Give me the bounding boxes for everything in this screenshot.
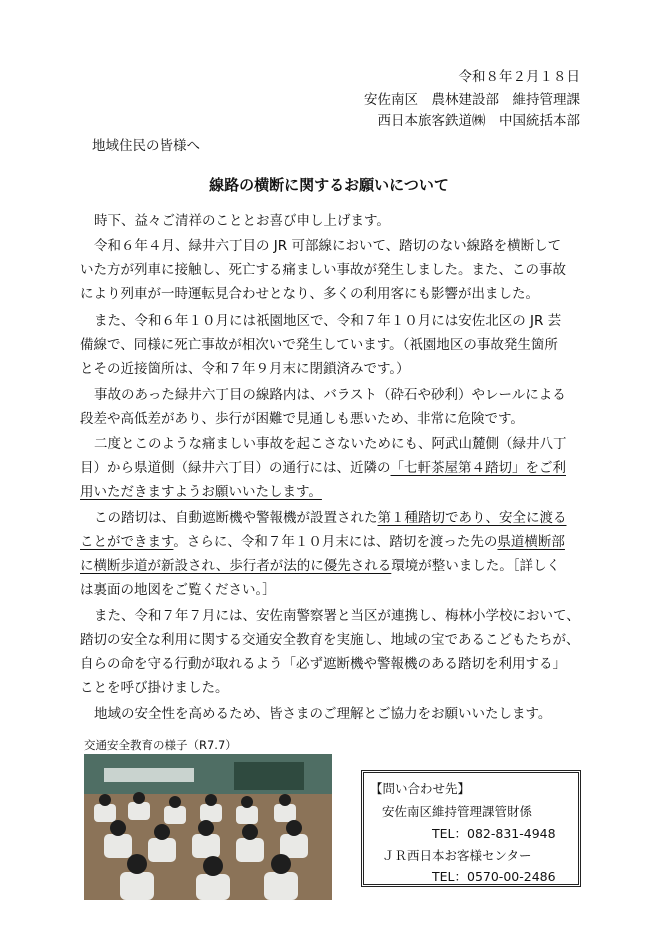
paragraph-line (80, 531, 565, 553)
paragraph-line: また、令和７年７月には、安佐南警察署と当区が連携し、梅林小学校において、 (94, 608, 580, 624)
contact-tel-jr: TEL：0570-00-2486 (432, 869, 556, 884)
class1-crossing-underlined: 第１種踏切であり、安全に渡る (377, 510, 567, 526)
contact-office-city: 安佐南区維持管理課管財係 (382, 804, 533, 819)
paragraph-line: いた方が列車に接触し、死亡する痛ましい事故が発生しました。また、この事故 (80, 262, 566, 278)
safe-crossing-underlined: ことができます (80, 534, 174, 550)
paragraph-line: 令和６年４月、緑井六丁目の JR 可部線において、踏切のない線路を横断して (94, 238, 562, 254)
paragraph-line: とその近接箇所は、令和７年９月末に閉鎖済みです。） (80, 361, 410, 377)
text-segment: 環境が整いました。［詳しく (391, 558, 561, 574)
contact-box (361, 770, 581, 887)
classroom-photo-illustration (84, 754, 332, 900)
paragraph-line (80, 481, 322, 503)
paragraph-line (80, 555, 560, 577)
contact-heading: 【問い合わせ先】 (370, 781, 471, 796)
paragraph-line: 二度とこのような痛ましい事故を起こさないためにも、阿武山麓側（緑井八丁 (94, 436, 567, 452)
paragraph-line: 自らの命を守る行動が取れるよう「必ず遮断機や警報機のある踏切を利用する」 (80, 656, 566, 672)
text-segment: 目）から県道側（緑井六丁目）の通行には、近隣の (80, 460, 391, 476)
text-segment: 。さらに、令和７年１０月末には、踏切を渡った先の (173, 534, 498, 550)
crosswalk-underlined: に横断歩道が新設され、歩行者が法的に優先される (80, 558, 392, 574)
paragraph-line: 時下、益々ご清祥のこととお喜び申し上げます。 (94, 213, 390, 229)
paragraph-line (80, 457, 566, 479)
paragraph-line (94, 507, 567, 529)
classroom-photo (84, 754, 332, 900)
paragraph-line: 踏切の安全な利用に関する交通安全教育を実施し、地域の宝であるこどもたちが、 (80, 632, 580, 648)
issue-date: 令和８年２月１８日 (458, 69, 580, 85)
document-title: 線路の横断に関するお願いについて (209, 176, 449, 194)
paragraph-line: により列車が一時運転見合わせとなり、多くの利用客にも影響が出ました。 (80, 286, 539, 302)
prefectural-road-underlined: 県道横断部 (497, 534, 565, 550)
paragraph-line: は裏面の地図をご覧ください。］ (80, 582, 276, 598)
paragraph-line: 備線で、同様に死亡事故が相次いで発生しています。（祇園地区の事故発生箇所 (80, 337, 558, 353)
contact-office-jr: ＪＲ西日本お客様センター (382, 848, 532, 863)
paragraph-line: 事故のあった緑井六丁目の線路内は、バラスト（砕石や砂利）やレールによる (94, 387, 566, 403)
addressee: 地域住民の皆様へ (92, 138, 200, 154)
issuer-jr: 西日本旅客鉄道㈱ 中国統括本部 (377, 113, 580, 129)
crossing-name-underlined: 「七軒茶屋第４踏切」をご利 (390, 460, 566, 476)
contact-tel-city: TEL：082-831-4948 (432, 826, 556, 841)
paragraph-line: ことを呼び掛けました。 (80, 680, 229, 696)
photo-caption: 交通安全教育の様子（R7.7） (84, 738, 237, 752)
paragraph-line: また、令和６年１０月には祇園地区で、令和７年１０月には安佐北区の JR 芸 (94, 313, 562, 329)
paragraph-line: 地域の安全性を高めるため、皆さまのご理解とご協力をお願いいたします。 (94, 706, 552, 722)
paragraph-line: 段差や高低差があり、歩行が困難で見通しも悪いため、非常に危険です。 (80, 411, 524, 427)
issuer-city: 安佐南区 農林建設部 維持管理課 (364, 92, 580, 108)
text-segment: この踏切は、自動遮断機や警報機が設置された (94, 510, 378, 526)
request-underlined: 用いただきますようお願いいたします。 (80, 484, 322, 500)
